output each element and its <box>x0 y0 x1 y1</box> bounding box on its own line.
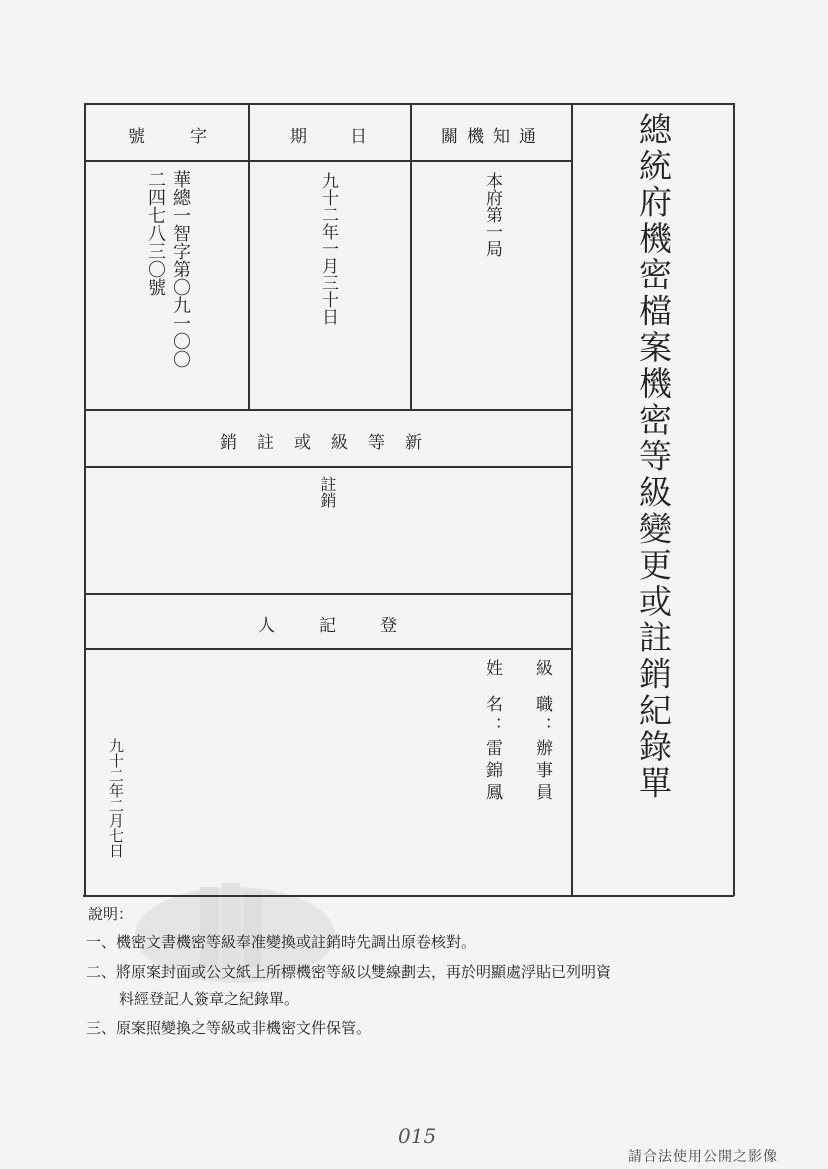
registrar-grade-label: 級 <box>532 659 552 676</box>
header-number-char2: 字 <box>190 127 207 147</box>
change-header-line <box>85 466 572 468</box>
top-section-line <box>85 409 572 411</box>
header-row-line <box>85 160 572 162</box>
change-value: 註銷 <box>318 476 337 508</box>
page-number: 015 <box>398 1124 437 1148</box>
form-title: 總統府機密檔案機密等級變更或註銷紀錄單 <box>634 112 673 802</box>
registration-date: 九十二年二月七日 <box>107 738 125 858</box>
change-header-char: 或 <box>294 433 311 453</box>
col-divider-1 <box>248 103 250 410</box>
document-number-line1: 華總一智字第〇九一〇〇 <box>170 170 191 368</box>
notified-agency: 本府第一局 <box>482 172 502 257</box>
registrar-grade: 職：辦事員 <box>532 695 552 805</box>
note-item-3: 三、原案照變換之等級或非機密文件保管。 <box>86 1019 372 1037</box>
note-item-1: 一、機密文書機密等級奉准變換或註銷時先調出原卷核對。 <box>86 933 477 951</box>
notes-heading: 說明： <box>88 905 134 923</box>
change-header-char: 級 <box>331 433 348 453</box>
header-number-char1: 號 <box>128 127 145 147</box>
table-bottom-border <box>83 895 734 897</box>
registrar-name: 名：雷錦鳳 <box>482 695 502 805</box>
registrar-name-label: 姓 <box>482 659 502 676</box>
header-date-char1: 期 <box>290 127 307 147</box>
note-item-2-cont: 料經登記人簽章之紀錄單。 <box>119 990 300 1008</box>
header-date-char2: 日 <box>350 127 367 147</box>
registrar-header-char: 登 <box>380 616 397 636</box>
table-left-border <box>84 103 86 896</box>
change-header-char: 新 <box>405 433 422 453</box>
change-header <box>220 428 422 453</box>
change-section-line <box>85 593 572 595</box>
header-notice: 關機知通 <box>441 127 545 147</box>
registrar-header-char: 記 <box>319 616 336 636</box>
registrar-header-char: 人 <box>258 616 275 636</box>
note-item-2: 二、將原案封面或公文紙上所標機密等級以雙線劃去，再於明顯處浮貼已列明資 <box>86 963 612 981</box>
document-date: 九十二年一月三十日 <box>318 172 338 325</box>
col-divider-2 <box>410 103 412 410</box>
registrar-header-line <box>85 648 572 650</box>
registrar-header <box>258 611 397 636</box>
table-right-border <box>733 103 735 896</box>
document-number-line2: 二四七八三〇號 <box>145 170 166 296</box>
change-header-char: 註 <box>257 433 274 453</box>
change-header-char: 等 <box>368 433 385 453</box>
usage-notice: 請合法使用公開之影像 <box>628 1149 778 1165</box>
title-column-divider <box>571 103 573 896</box>
change-header-char: 銷 <box>220 433 237 453</box>
